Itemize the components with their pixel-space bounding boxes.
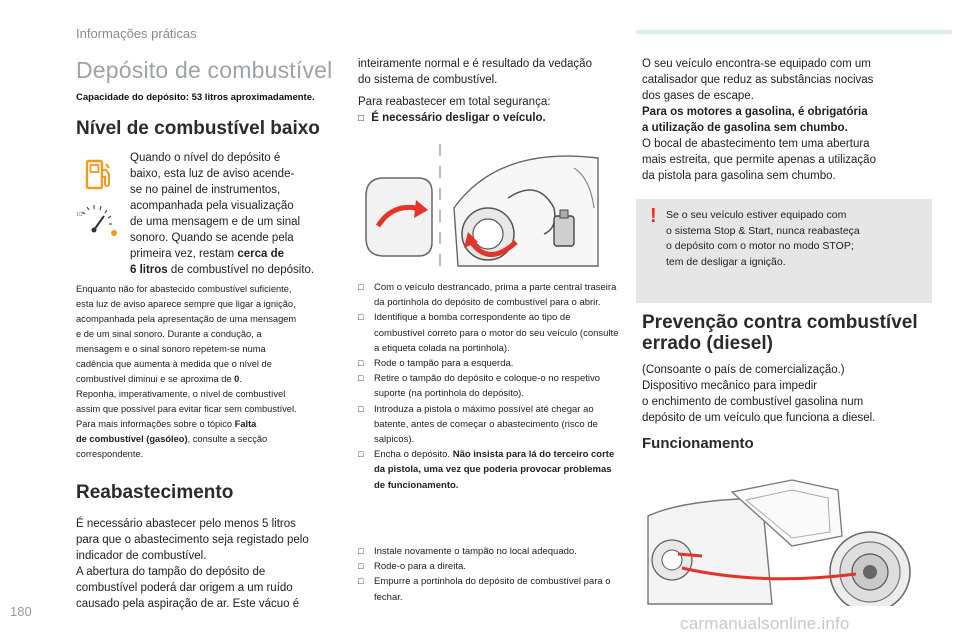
- text-line: baixo, esta luz de aviso acende-: [130, 168, 295, 180]
- text-line: [130, 246, 330, 262]
- text-line: se no painel de instrumentos,: [130, 184, 281, 196]
- heading-line: errado (diesel): [642, 333, 773, 354]
- bold-fragment: Falta: [234, 419, 257, 429]
- text-fragment: , consulte a secção: [187, 434, 268, 444]
- text-line: É necessário abastecer pelo menos 5 litros: [76, 518, 296, 530]
- text-line: Se o seu veículo estiver equipado com: [666, 209, 847, 221]
- note-line: Reponha, imperativamente, o nível de combustível: [76, 389, 286, 399]
- bold-fragment: cerca de: [237, 248, 285, 260]
- text-line: catalisador que reduz as substâncias nocivas: [642, 74, 874, 86]
- safety-line: Para reabastecer em total segurança:: [358, 96, 551, 108]
- text-fragment: de combustível no depósito.: [170, 264, 315, 276]
- fuel-pump-warning-icon: [84, 158, 114, 192]
- text-line: causado pela aspiração de ar. Este vácuo é: [76, 598, 300, 610]
- prevention-heading: [642, 312, 918, 354]
- text-line: combustível poderá dar origem a um ruído: [76, 582, 293, 594]
- text-line: o sistema Stop & Start, nunca reabasteça: [666, 224, 860, 237]
- text-line: da pistola para gasolina sem chumbo.: [642, 170, 836, 182]
- text-line: Quando o nível do depósito é: [130, 152, 281, 164]
- misfuel-device-illustration: [642, 476, 934, 606]
- text-line: inteiramente normal e é resultado da vedação: [358, 58, 592, 70]
- text-line: [642, 120, 932, 136]
- bold-fragment: Não insista para lá do terceiro corte da pistola, uma vez que poderia provocar problemas de funcionamento.: [374, 449, 615, 491]
- bold-fragment: Para os motores a gasolina, é obrigatória: [642, 106, 868, 118]
- step-item: □ Rode-o para a direita.: [358, 559, 620, 574]
- functioning-heading: Funcionamento: [642, 435, 754, 452]
- note-line: Enquanto não for abastecido combustível suficiente,: [76, 284, 292, 294]
- text-line: o depósito com o motor no modo STOP;: [666, 240, 854, 253]
- step-item: □ Rode o tampão para a esquerda.: [358, 356, 620, 371]
- note-line: cadência que aumenta à medida que o nível de: [76, 359, 272, 369]
- page-title: Depósito de combustível: [76, 57, 333, 83]
- prevention-text: [642, 362, 932, 426]
- bold-fragment: É necessário desligar o veículo.: [371, 112, 546, 124]
- note-line: assim que possível para evitar ficar sem combustível.: [76, 404, 297, 414]
- watermark-text: carmanualsonline.info: [680, 614, 850, 633]
- text-line: acompanhada pela visualização: [130, 200, 294, 212]
- heading-line: Prevenção contra combustível: [642, 312, 918, 333]
- text-line: dos gases de escape.: [642, 90, 754, 102]
- catalyst-text: [642, 56, 932, 184]
- vacuum-continuation: [358, 56, 618, 88]
- bold-fragment: 0: [234, 374, 240, 384]
- step-item: □ Introduza a pistola o máximo possível até chegar ao batente, antes de começar o abastecimento (risco de salpicos).: [358, 402, 620, 448]
- text-line: O seu veículo encontra-se equipado com um: [642, 58, 871, 70]
- note-line: [76, 417, 346, 432]
- text-line: o enchimento de combustível gasolina num: [642, 396, 864, 408]
- note-line: e de um sinal sonoro. Durante a condução, a: [76, 329, 262, 339]
- capacity-note: Capacidade do depósito: 53 litros aproximadamente.: [76, 92, 315, 103]
- procedure-steps-a: [358, 280, 620, 493]
- bold-fragment: a utilização de gasolina sem chumbo.: [642, 122, 848, 134]
- text-line: Dispositivo mecânico para impedir: [642, 380, 818, 392]
- text-line: sonoro. Quando se acende pela: [130, 232, 294, 244]
- note-line: correspondente.: [76, 449, 144, 459]
- step-item: □ Empurre a portinhola do depósito de combustível para o fechar.: [358, 574, 620, 604]
- fuel-gauge-icon: [74, 200, 120, 240]
- step-item: [358, 447, 620, 493]
- page-number: 180: [10, 604, 32, 619]
- refuel-text: [76, 516, 346, 612]
- section-header: Informações práticas: [76, 26, 197, 41]
- text-line: do sistema de combustível.: [358, 74, 498, 86]
- checkbox-glyph: □: [358, 113, 365, 124]
- note-line: esta luz de aviso aparece sempre que ligar a ignição,: [76, 299, 296, 309]
- text-line: A abertura do tampão do depósito de: [76, 566, 266, 578]
- text-line: indicador de combustível.: [76, 550, 207, 562]
- note-line: [76, 432, 346, 447]
- procedure-steps-b: [358, 544, 620, 605]
- step-item: □ Retire o tampão do depósito e coloque-o no respetivo suporte (na portinhola do depósito).: [358, 371, 620, 401]
- text-line: [130, 262, 330, 278]
- low-fuel-description: [130, 150, 330, 278]
- header-accent-bar: [636, 30, 952, 34]
- text-fragment: primeira vez, restam: [130, 248, 235, 260]
- text-fragment: Para mais informações sobre o tópico: [76, 419, 233, 429]
- text-line: O bocal de abastecimento tem uma abertura: [642, 138, 870, 150]
- text-fragment: Encha o depósito.: [374, 449, 451, 461]
- text-line: de uma mensagem e de um sinal: [130, 216, 301, 228]
- note-line: acompanhada pela apresentação de uma mensagem: [76, 314, 297, 324]
- bold-fragment: 6 litros: [130, 264, 168, 276]
- warning-exclamation-icon: !: [650, 205, 657, 227]
- step-item: □ Instale novamente o tampão no local adequado.: [358, 544, 620, 559]
- low-fuel-note: [76, 282, 346, 462]
- stop-start-warning-text: [666, 208, 924, 270]
- text-line: para que o abastecimento seja registado pelo: [76, 534, 309, 546]
- safety-bullet: [358, 110, 618, 127]
- step-item: □ Com o veículo destrancado, prima a parte central traseira da portinhola do depósito de combustível para o abrir.: [358, 280, 620, 310]
- text-line: tem de desligar a ignição.: [666, 255, 786, 268]
- step-item: □ Identifique a bomba correspondente ao tipo de combustível correto para o motor do seu veículo (consulte a etiqueta colada na portinhola).: [358, 310, 620, 356]
- fuel-flap-opening-illustration: [358, 138, 616, 274]
- text-fragment: combustível diminui e se aproxima de: [76, 374, 232, 384]
- refuel-heading: Reabastecimento: [76, 482, 234, 503]
- svg-text:1/2: 1/2: [76, 212, 83, 218]
- note-line: combustível diminui e se aproxima de 0.: [76, 374, 242, 384]
- note-line: mensagem e o sinal sonoro repetem-se numa: [76, 344, 266, 354]
- text-line: (Consoante o país de comercialização.): [642, 364, 845, 376]
- low-fuel-heading: Nível de combustível baixo: [76, 118, 320, 139]
- text-line: depósito de um veículo que funciona a diesel.: [642, 412, 876, 424]
- bold-fragment: de combustível (gasóleo): [76, 434, 188, 444]
- text-line: [642, 104, 932, 120]
- text-line: mais estreita, que permite apenas a utilização: [642, 154, 876, 166]
